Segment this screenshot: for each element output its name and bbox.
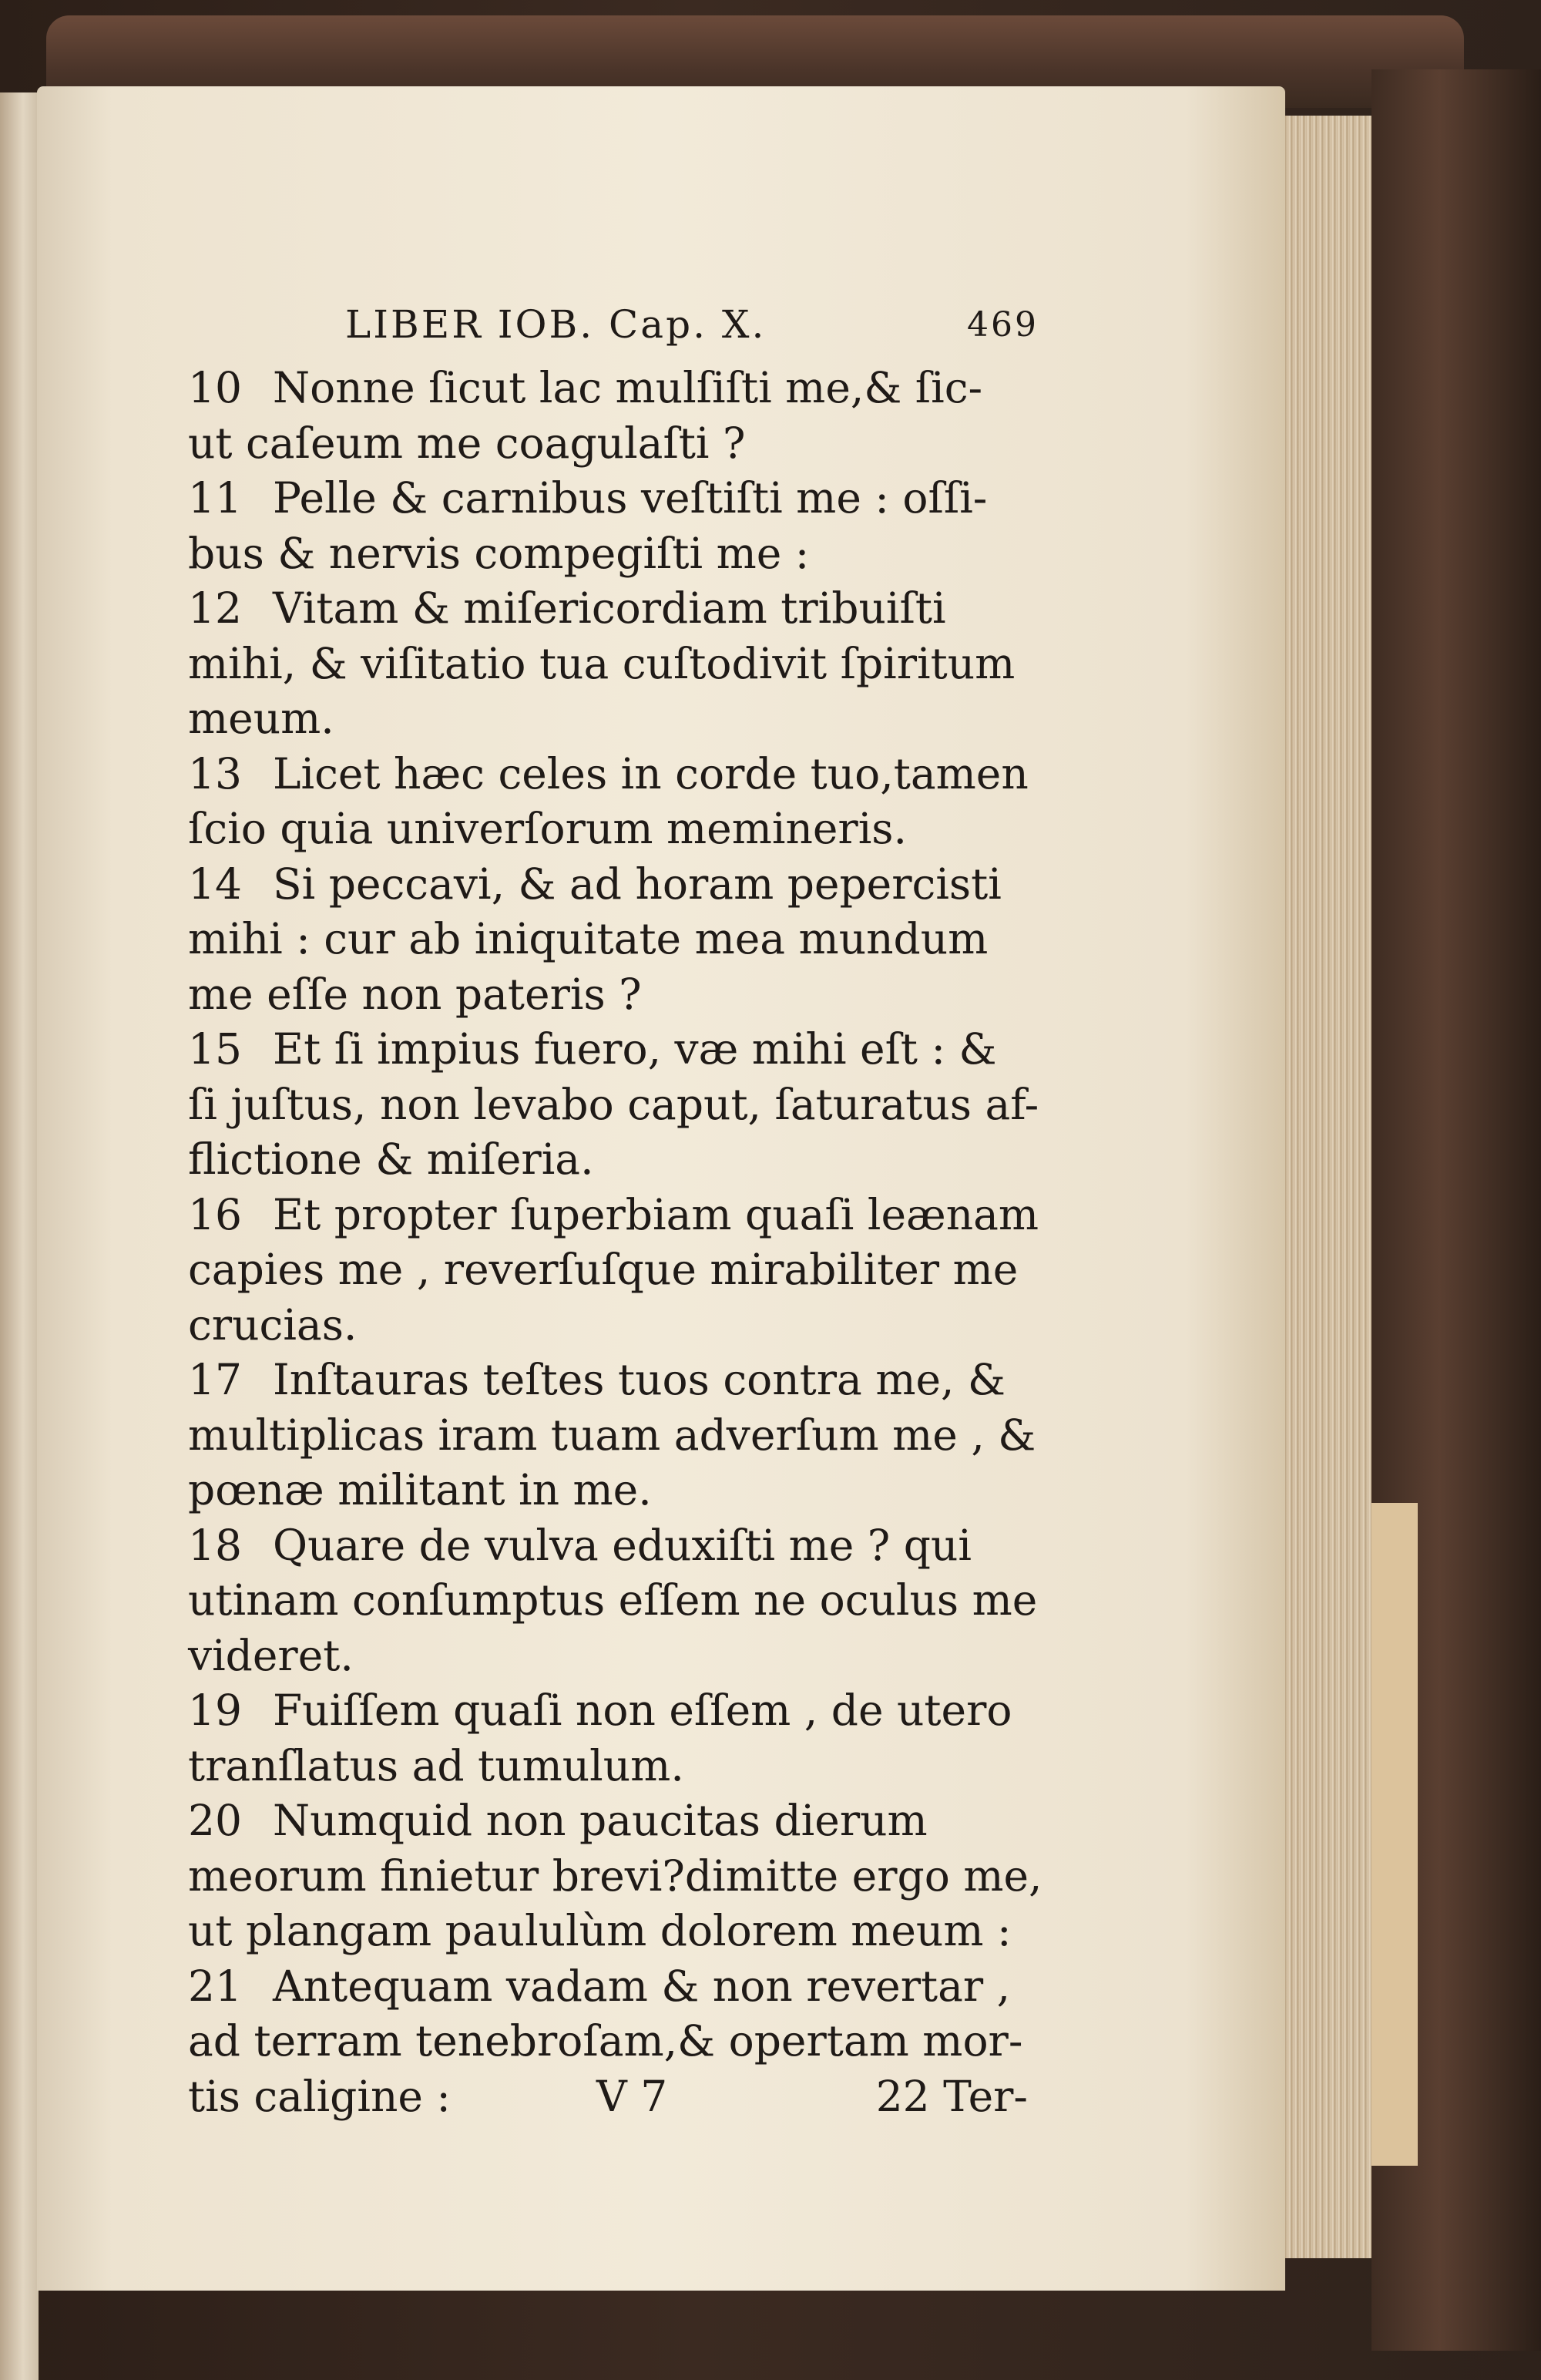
verse-line (188, 1242, 1028, 1298)
verse-line (188, 691, 1028, 747)
verse-line-text: bus & nervis compegiſti me : (188, 528, 810, 578)
verse-line-text: multiplicas iram tuam adverſum me , & (188, 1410, 1036, 1460)
verse-line (188, 1408, 1036, 1464)
verse-line (188, 1022, 1028, 1077)
verse-line (188, 1132, 1028, 1188)
verse-line-text: Si peccavi, & ad horam pepercisti (273, 859, 1002, 909)
verse-line (188, 1793, 1028, 1849)
page-number: 469 (967, 305, 1039, 345)
verse-line-text: capies me , reverſuſque mirabiliter me (188, 1245, 1019, 1294)
verse-13 (188, 747, 1028, 857)
verse-line-text: Et propter ſuperbiam quaſi leænam (273, 1189, 1039, 1239)
verse-number: 13 (188, 748, 242, 798)
verse-line (188, 1518, 1028, 1574)
verse-line-text: ſcio quia univerſorum memineris. (188, 804, 908, 853)
verse-line-text: tranſlatus ad tumulum. (188, 1740, 684, 1790)
verse-line (188, 526, 1028, 582)
verse-number: 18 (188, 1520, 242, 1570)
verse-line-text: mihi, & viſitatio tua cuſtodivit ſpiritum (188, 638, 1016, 688)
catch-line (188, 2069, 1028, 2125)
verse-line (188, 1463, 1028, 1518)
page-header (345, 302, 1039, 356)
verse-line (188, 1904, 1028, 1959)
verse-line (188, 1629, 1028, 1684)
verse-line (188, 361, 1028, 416)
verse-number: 21 (188, 1961, 242, 2011)
verse-line (188, 2014, 1028, 2069)
catch-line-text: tis caligine : (188, 2071, 451, 2121)
signature-mark: V 7 (596, 2071, 668, 2121)
verse-14 (188, 857, 1028, 1023)
verse-line (188, 1849, 1042, 1904)
verse-16 (188, 1188, 1039, 1353)
verse-line-text: meorum finietur brevi?dimitte ergo me, (188, 1851, 1042, 1901)
verse-line (188, 416, 1028, 472)
verse-line (188, 857, 1028, 913)
verse-12 (188, 581, 1028, 747)
verse-line-text: ad terram tenebroſam,& opertam mor- (188, 2016, 1023, 2066)
verse-line (188, 581, 1028, 637)
verse-15 (188, 1022, 1039, 1188)
verse-11 (188, 471, 1028, 581)
verse-number: 10 (188, 363, 242, 412)
verse-19 (188, 1683, 1028, 1793)
verse-21 (188, 1959, 1028, 2069)
verse-line (188, 1959, 1028, 2015)
page-fore-edge (1275, 116, 1371, 2258)
verse-line-text: pœnæ militant in me. (188, 1465, 652, 1514)
verse-number: 19 (188, 1686, 242, 1735)
verse-line (188, 1298, 1028, 1353)
bookmark-strip (1371, 1503, 1418, 2166)
verse-20 (188, 1793, 1042, 1959)
verse-line-text: ſi juſtus, non levabo caput, ſaturatus af- (188, 1079, 1039, 1129)
verse-line-text: Inſtauras teſtes tuos contra me, & (273, 1355, 1006, 1404)
verse-10 (188, 361, 1028, 471)
verse-number: 14 (188, 859, 242, 909)
verse-line-text: Nonne ſicut lac mulſiſti me,& ſic- (273, 363, 983, 412)
verse-number: 12 (188, 583, 242, 633)
book-page (37, 86, 1285, 2291)
verse-line (188, 967, 1028, 1023)
verse-line (188, 747, 1028, 802)
verse-number: 16 (188, 1189, 242, 1239)
verse-line-text: Et ſi impius fuero, væ mihi eſt : & (273, 1024, 997, 1074)
verse-line (188, 912, 1028, 967)
verse-line-text: Pelle & carnibus veſtiſti me : oſſi- (273, 473, 988, 523)
verse-line (188, 802, 1028, 857)
verse-line (188, 1353, 1028, 1408)
verse-line-text: videret. (188, 1630, 354, 1680)
verse-line-text: utinam conſumptus eſſem ne oculus me (188, 1575, 1038, 1625)
verse-line-text: me eſſe non pateris ? (188, 969, 642, 1019)
verse-number: 15 (188, 1024, 242, 1074)
verse-line (188, 1683, 1028, 1739)
verse-line-text: flictione & miſeria. (188, 1135, 594, 1184)
verse-line-text: Quare de vulva eduxiſti me ? qui (273, 1520, 972, 1570)
verse-line (188, 1188, 1039, 1243)
verse-number: 20 (188, 1796, 242, 1845)
verse-line-text: Numquid non paucitas dierum (273, 1796, 928, 1845)
verse-line (188, 1573, 1038, 1629)
verse-17 (188, 1353, 1036, 1518)
verse-18 (188, 1518, 1038, 1684)
verse-line-text: crucias. (188, 1299, 358, 1350)
verse-line-text: ut plangam paululùm dolorem meum : (188, 1906, 1012, 1955)
verse-line-text: Licet hæc celes in corde tuo,tamen (273, 748, 1029, 798)
verse-line (188, 471, 1028, 526)
verse-line-text: mihi : cur ab iniquitate mea mundum (188, 914, 989, 963)
verse-number: 17 (188, 1355, 242, 1404)
verse-line-text: Vitam & miſericordiam tribuiſti (273, 583, 946, 633)
verse-line (188, 1077, 1039, 1133)
previous-page-edge (0, 92, 39, 2380)
running-head: LIBER IOB. Cap. X. (345, 302, 767, 347)
catchword: 22 Ter- (875, 2071, 1028, 2121)
verse-line-text: ut caſeum me coagulaſti ? (188, 418, 746, 468)
verse-line (188, 637, 1028, 692)
verse-line-text: Antequam vadam & non revertar , (273, 1961, 1011, 2011)
verse-line (188, 1739, 1028, 1794)
verse-number: 11 (188, 473, 242, 523)
verse-line-text: meum. (188, 694, 334, 743)
verse-line-text: Fuiſſem quaſi non eſſem , de utero (273, 1686, 1012, 1735)
